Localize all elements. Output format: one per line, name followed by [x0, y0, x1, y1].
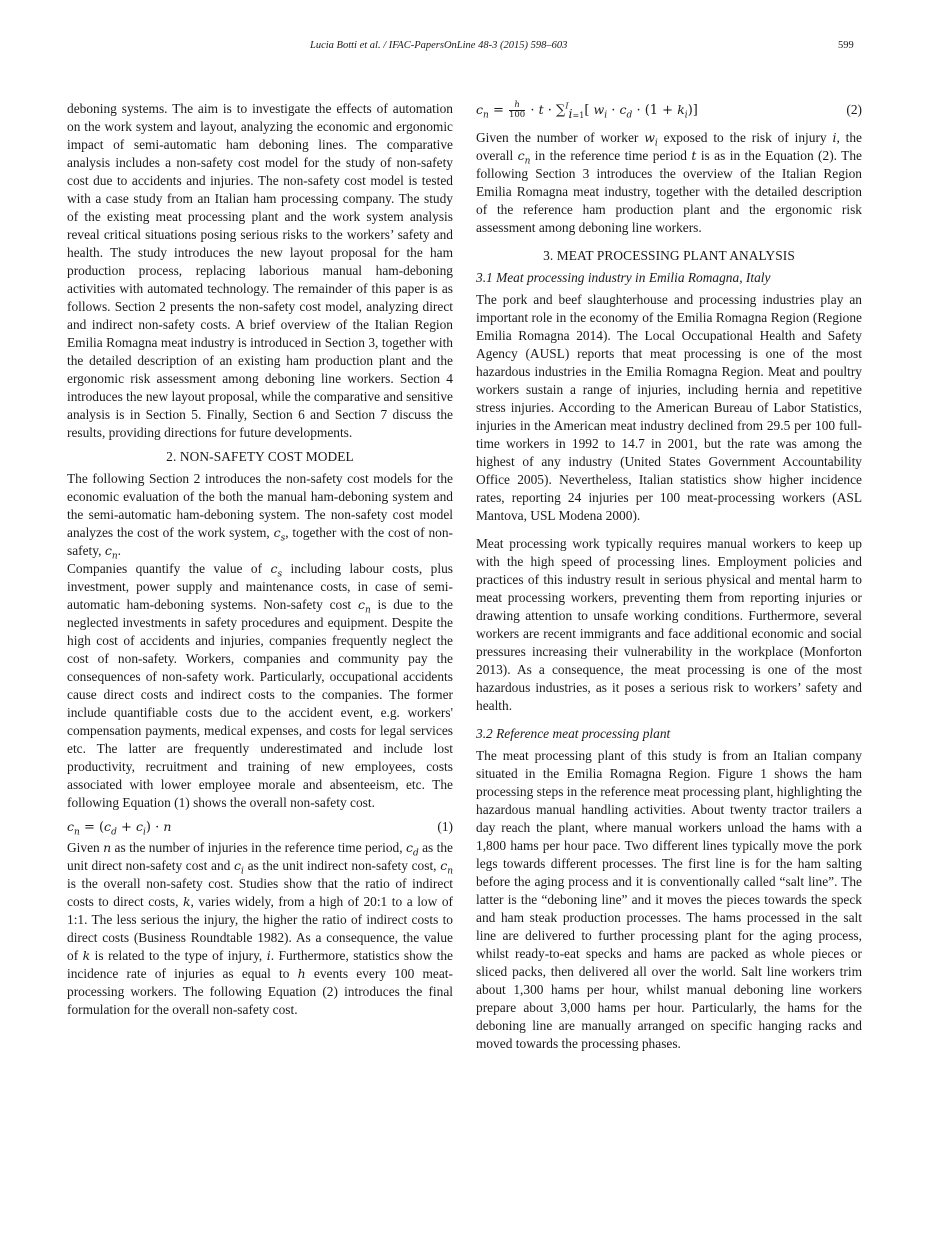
equation-1-number: (1)	[437, 819, 453, 834]
section-2-paragraph-1: The following Section 2 introduces the non-safety cost models for the economic evaluation of the both the manual ham-deboning system and the semi-automatic ham-deboning system. The non-safety cost model analyzes the cost of the work system, $c_s$, together with the cost of non-safety, $c_n$.	[67, 471, 453, 562]
section-2-paragraph-2: Companies quantify the value of $c_s$ including labour costs, plus investment, power supply and maintenance costs, in case of semi-automatic ham-deboning systems. Non-safety cost $c_n$ is due to the neglected investments in safety procedures and equipment. Despite the high cost of accidents and injuries, companies frequently neglect the cost of non-safety. Workers, companies and community pay the consequences of non-safety work. Particularly, occupational accidents cause direct costs and indirect costs to the companies. The former include quantifiable costs due to the accident event, e.g. workers' compensation payments, medical expenses, and costs for legal services etc. The latter are frequently underestimated and include lost productivity, recruitment and training of new employees, costs associated with lower employee morale and absenteeism, etc. The following Equation (1) shows the overall non-safety cost.	[67, 561, 453, 810]
subsection-3-2-heading: 3.2 Reference meat processing plant	[476, 726, 671, 741]
equation-2-explanation: Given the number of worker $w_i$ exposed to the risk of injury i, the overall $c_n$ in the reference time period t is as in the Equation (2). The following Section 3 introduces the overview of the Italian Region Emilia Romagna meat industry, together with the detailed description of the reference ham production plant and the ergonomic risk assessment among deboning line workers.	[476, 130, 862, 235]
page-number: 599	[838, 40, 854, 51]
equation-1	[67, 818, 453, 838]
section-2-heading: 2. NON-SAFETY COST MODEL	[166, 449, 354, 464]
section-3-heading: 3. MEAT PROCESSING PLANT ANALYSIS	[543, 248, 795, 263]
equation-2-number: (2)	[846, 102, 862, 117]
running-header	[0, 40, 925, 56]
equation-2	[476, 101, 862, 125]
intro-paragraph: deboning systems. The aim is to investigate the effects of automation on the work system and layout, analyzing the economic and ergonomic impact of semi-automatic ham deboning lines. The comparative analysis includes a non-safety cost model for the study of non-safety cost due to accidents and injuries. The non-safety cost model is tested with a case study from an Italian ham processing company. The study of the existing meat processing plant and the work system analysis reveal critical situations posing serious risks to the workers’ safety and health. The study introduces the new layout proposal for the ham production process, replacing laborious manual ham-deboning activities with automated technology. The remainder of this paper is as follows. Section 2 presents the non-safety cost model, analyzing direct and indirect non-safety costs. A brief overview of the Italian Region Emilia Romagna meat industry is introduced in Section 3, together with the detailed description of an existing ham production plant and the ergonomic risk assessment among deboning line workers. Section 4 introduces the new layout proposal, while the comparative and sensitive analysis is in Section 5. Finally, Section 6 and Section 7 discuss the results, providing directions for future developments.	[67, 101, 453, 440]
subsection-3-1-heading: 3.1 Meat processing industry in Emilia Romagna, Italy	[476, 270, 771, 285]
equation-1-expression: $c_n = (c_d + c_i) \cdot n$	[67, 819, 172, 838]
section-2-paragraph-3: Given n as the number of injuries in the reference time period, $c_d$ as the unit direct non-safety cost and $c_i$ as the unit indirect non-safety cost, $c_n$ is the overall non-safety cost. Studies show that the ratio of indirect costs to direct costs, k, varies widely, from a high of 20:1 to a low of 1:1. The less serious the injury, the higher the ratio of indirect costs to direct costs (Business Roundtable 1982). As a consequence, the value of k is related to the type of injury, i. Furthermore, statistics show the incidence rate of injuries as equal to h events every 100 meat-processing workers. The following Equation (2) introduces the final formulation for the overall non-safety cost.	[67, 840, 453, 1017]
journal-citation: Lucia Botti et al. / IFAC-PapersOnLine 48-3 (2015) 598–603	[310, 40, 568, 51]
left-column	[67, 100, 453, 1019]
right-column	[476, 101, 862, 1053]
subsection-3-1-paragraph-2: Meat processing work typically requires manual workers to keep up with the high speed of processing lines. Employment policies and practices of this industry result in serious physical and mental harm to meat processing workers, preventing them from reporting injuries or drawing attention to unsafe working conditions. Furthermore, several workers are recent immigrants and face additional economic and social pressures increasing their vulnerability in the workplace (Monforton 2013). As a consequence, the meat processing is one of the most hazardous industries, as it poses a serious risk to workers’ safety and health.	[476, 536, 862, 713]
subsection-3-1-paragraph-1: The pork and beef slaughterhouse and processing industries play an important role in the economy of the Emilia Romagna Region (Regione Emilia Romagna 2014). The Local Occupational Health and Safety Agency (AUSL) reports that meat processing is one of the most hazardous industries in the Emilia Romagna Region. Meat and poultry workers sustain a range of injuries, including hernia and repetitive stress injuries. According to the American Bureau of Labor Statistics, injuries in the American meat industry declined from 29.5 per 100 full-time workers in 1992 to 14.7 in 2001, but the rate was among the highest of any industry (United States Government Accountability Office 2005). Nevertheless, Italian statistics show higher incidence rates, reporting 24 injuries per 100 meat-processing workers (ASL Mantova, USL Modena 2000).	[476, 292, 862, 523]
equation-2-expression: $c_n$ = $\frac{h}{100}$ · t · ∑$^I_{i=1}$[ $w_i \cdot c_d \cdot (1 + k_i)$]	[476, 100, 698, 121]
subsection-3-2-paragraph: The meat processing plant of this study is from an Italian company situated in the Emilia Romagna Region. Figure 1 shows the ham processing steps in the reference meat processing plant, highlighting the hazardous manual handling activities. About twenty tractor trailers a day reach the plant, where manual workers unload the hams with a 1,800 hams per hour pace. Two different lines typically move the pork legs towards different processes. The first line is for the ham salting before the aging process and it is conventionally called “salt line”. The latter is the “deboning line” and it moves the pieces towards the speck and ham steak production processes. The hams processed in the salt line are delivered to further processing plant for the aging process, whilst ready-to-eat specks and hams are packed as whole pieces or sliced packs, then delivered all over the world. Salt line workers trim about 1,300 hams per hour, whilst manual deboning line workers prepare about 3,000 hams per hour. Particularly, the hams for the deboning line are manually arranged on specific hanging racks and moved towards the processing phases.	[476, 748, 862, 1051]
